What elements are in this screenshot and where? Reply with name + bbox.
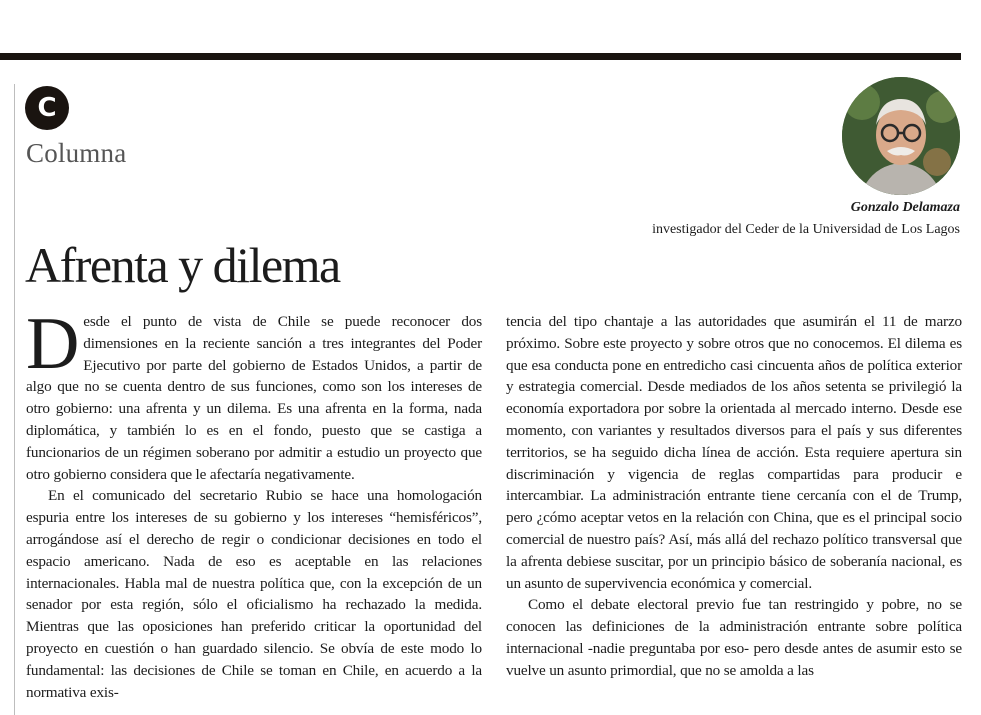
author-photo [842,77,960,195]
section-label: Columna [26,138,127,168]
section-badge-letter: C [37,93,57,123]
article-paragraph: En el comunicado del secretario Rubio se hace una homologación espuria entre los intereses de su gobierno y los intereses “hemisféricos”, arrogándose así el derecho de regir o condicionar decisiones en todo el espacio americano. Nada de eso es aceptable en las relaciones internacionales. Habla mal de nuestra política que, con la excepción de un senador por esta región, sólo el oficialismo ha rechazado la medida. Mientras que las oposiciones han preferido criticar la oportunidad del proyecto en cuestión o han guardado silencio. Se obvía de este modo lo fundamental: las decisiones de Chile se toman en Chile, en acuerdo a la normativa exis- [26,487,482,701]
article-paragraph: tencia del tipo chantaje a las autoridades que asumirán el 11 de marzo próximo. Sobre este proyecto y sobre otros que no conocemos. El dilema es que esa conducta pone en entredicho casi cincuenta años de política exterior y estrategia comercial. Desde mediados de los años setenta se privilegió la economía exportadora por sobre la orientada al mercado interno. Desde ese momento, con variantes y resultados diversos para el país y sus diferentes territorios, se ha seguido dicha línea de acción. Esta requiere apertura sin discriminación y vigencia de reglas compartidas para producir e intercambiar. La administración entrante tiene cercanía con el de Trump, pero ¿cómo aceptar vetos en la relación con China, que es el principal socio comercial de nuestro país? Así, más allá del rechazo político transversal que la afrenta debiese suscitar, por un principio básico de soberanía nacional, es un asunto de supervivencia económica y comercial. [506,313,962,592]
article-title: Afrenta y dilema [25,237,340,293]
top-rule [0,53,961,60]
paragraph-text: esde el punto de vista de Chile se puede reconocer dos dimensiones en la reciente sanción a tres integrantes del Poder Ejecutivo por parte del gobierno de Estados Unidos, a partir de algo que no se cuenta dentro de sus funciones, como son los intereses de otro gobierno: una afrenta y un dilema. Es una afrenta en la forma, nada diplomática, y también lo es en el fondo, puesto que se castiga a funcionarios de un régimen soberano por admitir a estudio un proyecto que otro gobierno considera que le afectaría negativamente. [26,313,482,483]
left-column-rule [14,84,15,715]
article-column-1 [26,303,482,703]
article-paragraph [26,303,482,485]
section-badge [25,86,69,130]
article-paragraph: Como el debate electoral previo fue tan restringido y pobre, no se conocen las definiciones de la administración entrante sobre política internacional -nadie preguntaba por eso- pero desde antes de asumir esto se vuelve un asunto primordial, que no se amolda a las [506,596,962,679]
drop-cap: D [26,303,80,385]
author-portrait-icon [842,77,960,195]
article-column-2 [506,311,962,682]
author-role: investigador del Ceder de la Universidad de Los Lagos [652,222,960,237]
author-name: Gonzalo Delamaza [850,200,960,215]
